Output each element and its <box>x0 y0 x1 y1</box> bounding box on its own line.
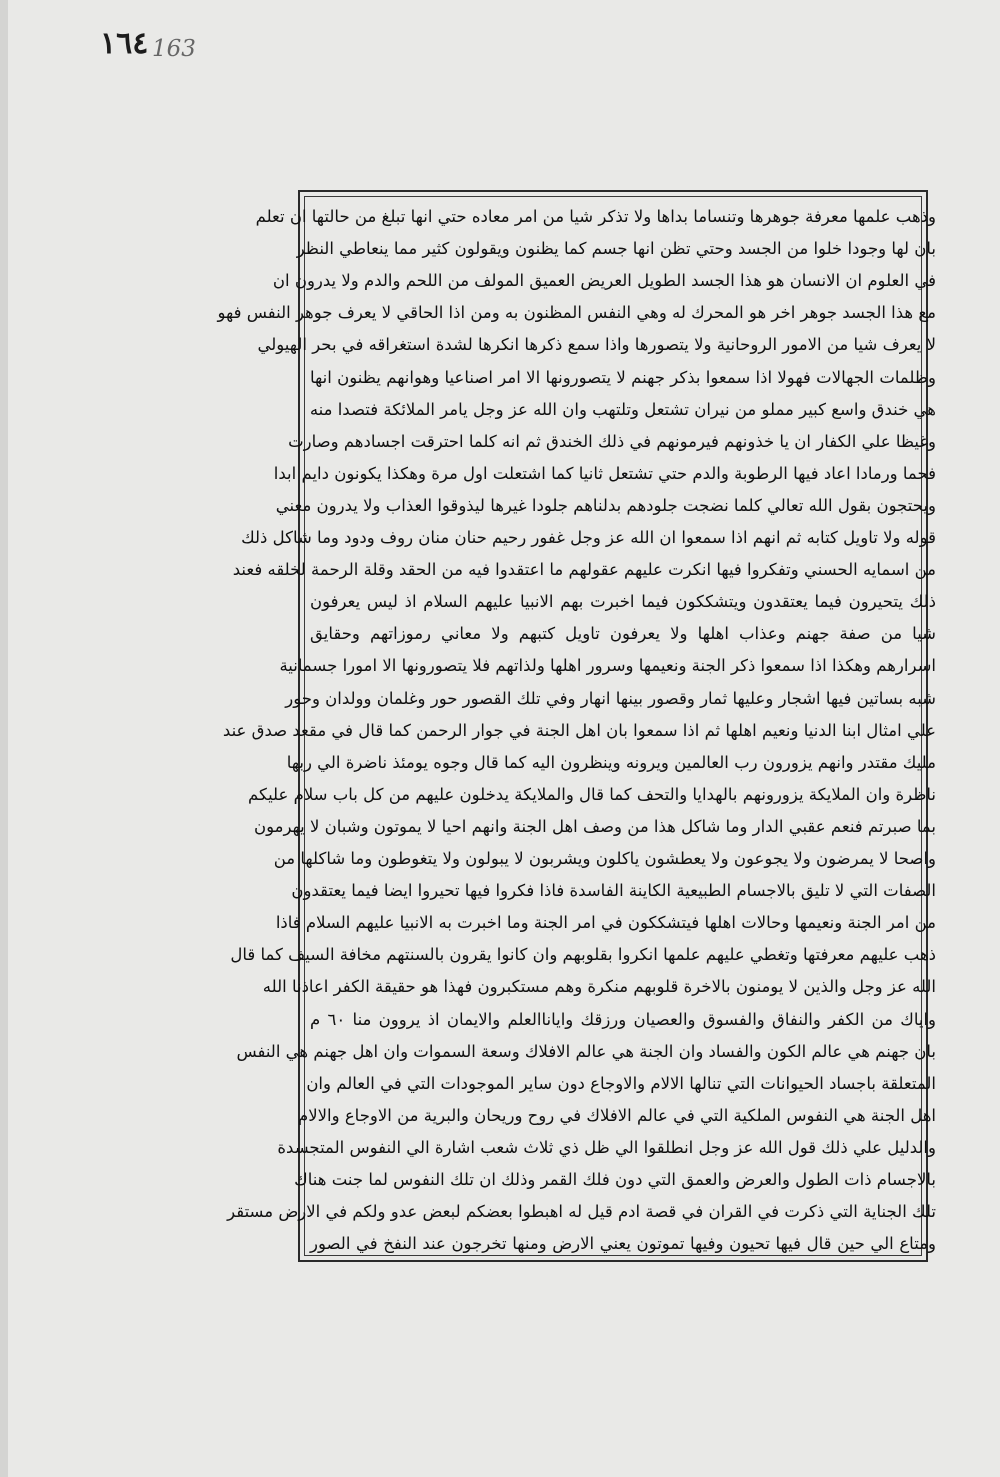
manuscript-line: وذهب علمها معرفة جوهرها وتنساما بداها ولا تذكر شيا من امر معاده حتي انها تبلغ من حالتها ان تعلم <box>255 207 936 226</box>
manuscript-line: شبه بساتين فيها اشجار وعليها ثمار وقصور بينها انهار وفي تلك القصور حور وغلمان وولدان وحور <box>285 688 936 708</box>
manuscript-line: مع هذا الجسد جوهر اخر هو المحرك له وهي النفس المظنون به ومن اذا الحاقي لا يعرف جوهر النفس فهو <box>217 303 936 323</box>
folio-number-arabic: ١٦٤ <box>100 26 149 61</box>
manuscript-line: وظلمات الجهالات فهولا اذا سمعوا بذكر جهنم لا يتصورونها الا امر اصناعيا وهوانهم يظنون انها <box>310 367 936 387</box>
manuscript-line: شيا من صفة جهنم وعذاب اهلها ولا يعرفون تاويل كتبهم ولا معاني رموزاتهم وحقايق <box>310 624 936 644</box>
manuscript-line: واصحا لا يمرضون ولا يجوعون ولا يعطشون ياكلون ويشربون لا يبولون ولا يتغوطون وما شاكلها من <box>273 849 936 868</box>
manuscript-line: واياك من الكفر والنفاق والفسوق والعصيان ورزقك واياناالعلم والايمان اذ يروون منا ٦٠ م <box>310 1009 936 1029</box>
page-edge-shadow <box>0 0 8 1477</box>
manuscript-line: وغيظا علي الكفار ان يا خذونهم فيرمونهم في ذلك الخندق ثم انه كلما احترقت اجسادهم وصارت <box>288 431 936 451</box>
manuscript-line: بان جهنم هي عالم الكون والفساد وان الجنة هي عالم الافلاك وسعة السموات وان اهل جهنم هي النفس <box>236 1041 936 1061</box>
manuscript-line: بالاجسام ذات الطول والعرض والعمق التي دون فلك القمر وذلك ان تلك النفوس لما جنت هناك <box>294 1170 936 1189</box>
manuscript-line: قوله ولا تاويل كتابه ثم انهم اذا سمعوا ان الله عز وجل غفور رحيم حنان منان روف ودود وما شاكل ذلك <box>241 528 936 547</box>
manuscript-line: ناظرة وان الملايكة يزورونهم بالهدايا والتحف كما قال والملايكة يدخلون عليهم من كل باب سلام عليكم <box>247 784 936 804</box>
manuscript-line: الله عز وجل والذين لا يومنون بالاخرة قلوبهم منكرة وهم مستكبرون فهذا هو حقيقة الكفر اعاذنا الله <box>262 977 936 997</box>
manuscript-line: ذهب عليهم معرفتها وتغطي عليهم علمها انكروا بقلوبهم وان كانوا يقرون بالسنتهم مخافة السيف كما قال <box>230 945 936 965</box>
manuscript-line: ومتاع الي حين قال فيها تحيون وفيها تموتون يعني الارض ومنها تخرجون عند النفخ في الصور <box>310 1234 936 1254</box>
manuscript-line: من اسمايه الحسني وتفكروا فيها انكرت عليهم عقولهم ما اعتقدوا فيه من الحقد وقلة الرحمة لخلقه فعند <box>232 560 936 580</box>
manuscript-line: ويحتجون بقول الله تعالي كلما نضجت جلودهم بدلناهم جلودا غيرها ليذوقوا العذاب ولا يدرون معني <box>275 495 936 515</box>
manuscript-line: اسرارهم وهكذا اذا سمعوا ذكر الجنة ونعيمها وسرور اهلها ولذاتهم فلا يتصورونها الا امورا جسمانية <box>279 656 936 676</box>
manuscript-line: الصفات التي لا تليق بالاجسام الطبيعية الكاينة الفاسدة فاذا فكروا فيها تحيروا ايضا فيما يعتقدون <box>291 881 936 901</box>
manuscript-line: مليك مقتدر وانهم يزورون رب العالمين ويرونه وينظرون اليه كما قال وجوه يومئذ ناضرة الي ربها <box>286 752 936 772</box>
manuscript-line: بما صبرتم فنعم عقبي الدار وما شاكل هذا من وصف اهل الجنة وانهم احيا لا يموتون وشبان لا يهرمون <box>253 816 936 836</box>
folio-number-pencil: 163 <box>152 36 196 62</box>
manuscript-line: في العلوم ان الانسان هو هذا الجسد الطويل العريض العميق المولف من اللحم والدم ولا يدرون ان <box>272 271 936 291</box>
manuscript-line: من امر الجنة ونعيمها وحالات اهلها فيتشككون في امر الجنة وما اخبرت به الانبيا عليهم السلام فاذا <box>275 913 936 933</box>
manuscript-line: لا يعرف شيا من الامور الروحانية ولا يتصورها واذا سمع ذكرها انكرها لشدة استغراقه في بحر الهيولي <box>257 335 936 355</box>
manuscript-line: تلك الجناية التي ذكرت في القران في قصة ادم قيل له اهبطوا بعضكم لبعض عدو ولكم في الارض مستقر <box>227 1202 936 1222</box>
manuscript-line: والدليل علي ذلك قول الله عز وجل انطلقوا الي ظل ذي ثلاث شعب اشارة الي النفوس المتجسدة <box>277 1137 936 1157</box>
manuscript-line: ذلك يتحيرون فيما يعتقدون ويتشككون فيما اخبرت بهم الانبيا عليهم السلام اذ ليس يعرفون <box>310 592 936 612</box>
manuscript-line: بان لها وجودا خلوا من الجسد وحتي تظن انها جسم كما يظنون ويقولون كثير مما ينعاطي النظر <box>296 239 936 259</box>
manuscript-line: هي خندق واسع كبير مملو من نيران تشتعل وتلتهب وان الله عز وجل يامر الملائكة فتصدا منه <box>309 399 936 419</box>
manuscript-line: اهل الجنة هي النفوس الملكية التي في عالم الافلاك في روح وريحان والبرية من الاوجاع والالام <box>297 1105 936 1125</box>
manuscript-line: فحما ورمادا اعاد فيها الرطوبة والدم حتي تشتعل ثانيا كما اشتعلت اول مرة وهكذا يكونون دايم ابدا <box>273 463 936 483</box>
manuscript-line: المتعلقة باجساد الحيوانات التي تنالها الالام والاوجاع دون ساير الموجودات التي في العالم وان <box>306 1073 936 1093</box>
manuscript-text-block <box>217 200 936 1280</box>
manuscript-line: علي امثال ابنا الدنيا ونعيم اهلها ثم اذا سمعوا بان اهل الجنة في جوار الرحمن كما قال في مقعد صدق عند <box>222 720 936 740</box>
